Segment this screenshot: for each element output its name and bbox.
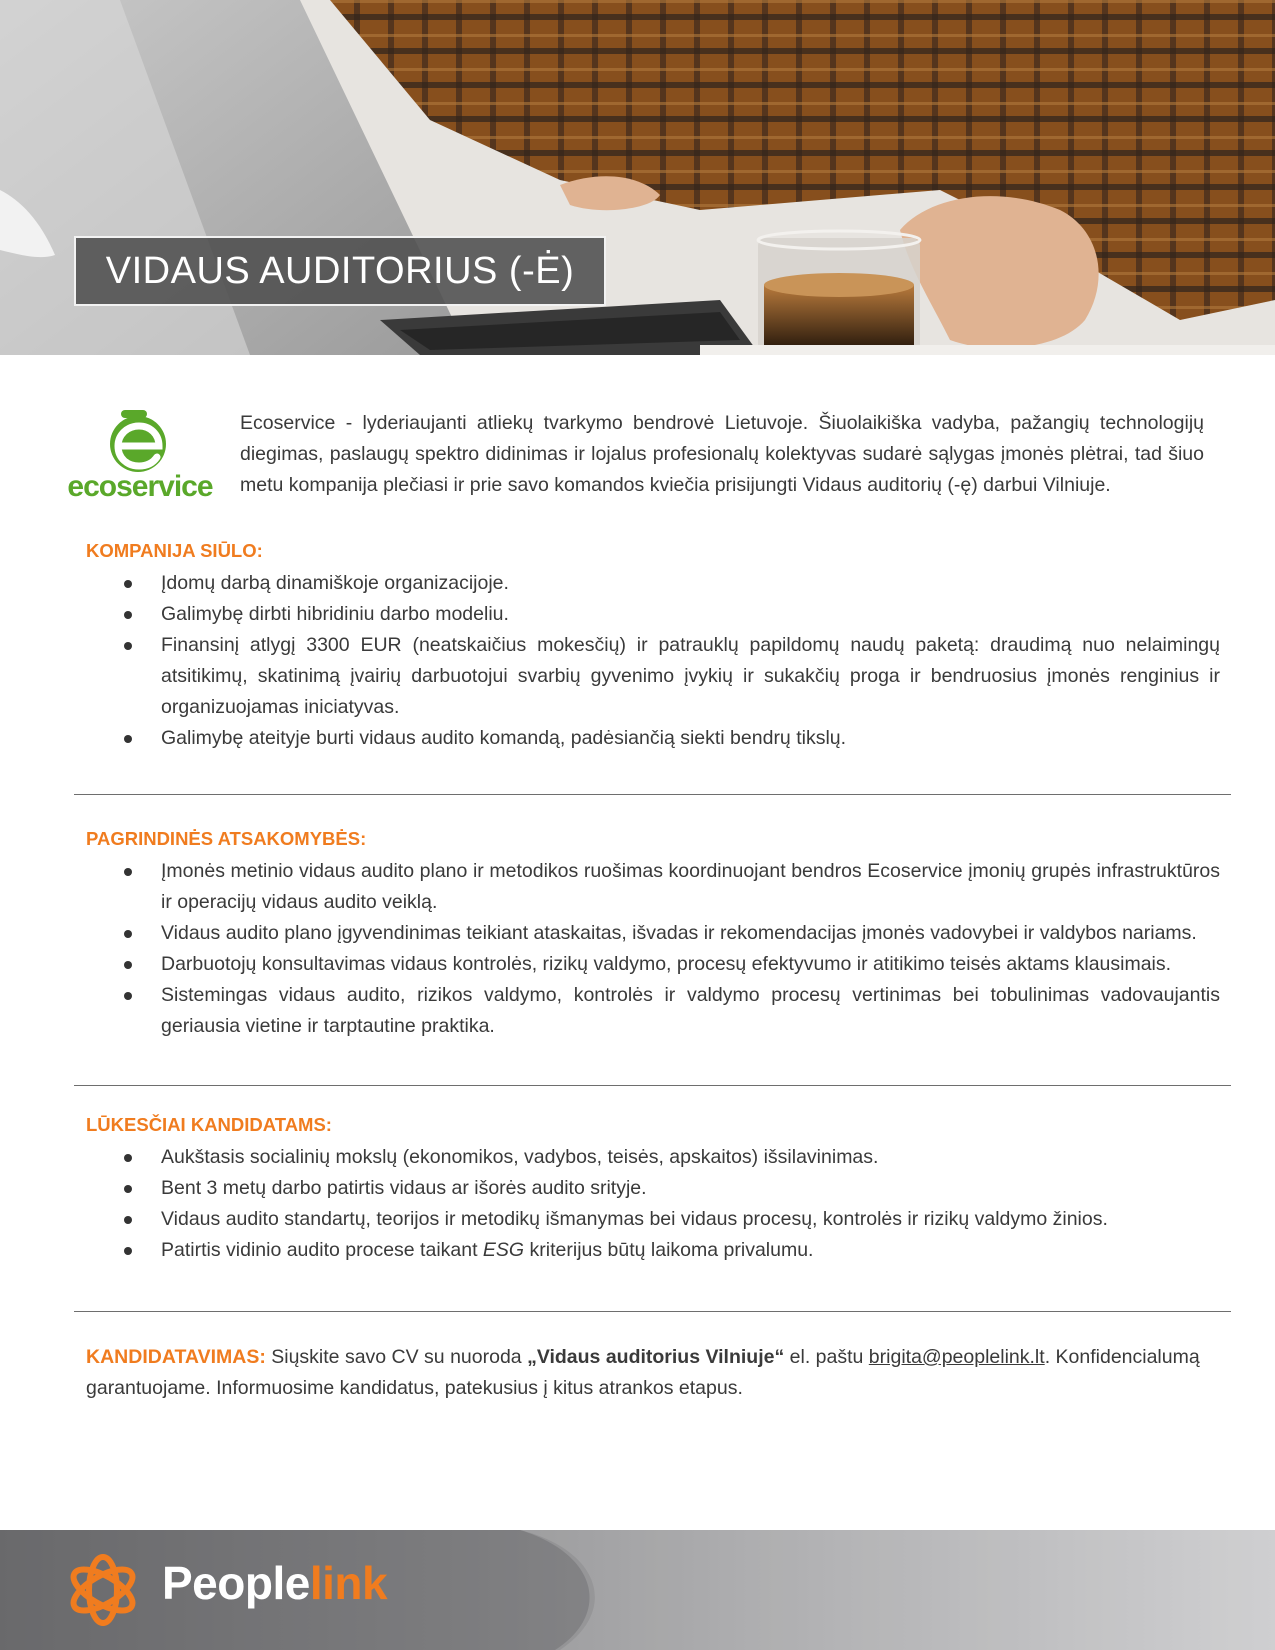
bullet-icon [124, 580, 132, 588]
list-item: Aukštasis socialinių mokslų (ekonomikos, vadybos, teisės, apskaitos) išsilavinimas. [120, 1142, 1220, 1173]
list-item: Sistemingas vidaus audito, rizikos valdymo, kontrolės ir valdymo procesų vertinimas bei tobulinimas vadovaujantis geriausia vietine ir tarptautine praktika. [120, 980, 1220, 1042]
job-title: VIDAUS AUDITORIUS (-Ė) [105, 249, 575, 292]
offers-heading: KOMPANIJA SIŪLO: [86, 540, 263, 561]
offers-list [120, 568, 1220, 754]
list-item: Finansinį atlygį 3300 EUR (neatskaičius mokesčių) ir patrauklų papildomų naudų paketą: draudimą nuo nelaimingų atsitikimų, skatinimą įvairių darbuotojui svarbių gyvenimo įvykių ir sukakčių proga ir bendruosius įmonės renginius ir organizuojamas iniciatyvas. [120, 630, 1220, 723]
peoplelink-logo-text: Peoplelink [162, 1557, 388, 1609]
expectations-heading: LŪKESČIAI KANDIDATAMS: [86, 1114, 332, 1135]
bullet-icon [124, 735, 132, 743]
expectations-list [120, 1142, 1220, 1266]
ecoservice-logo-text: ecoservice [67, 470, 213, 503]
job-title-box [74, 236, 606, 306]
list-item: Įmonės metinio vidaus audito plano ir metodikos ruošimas koordinuojant bendros Ecoservice įmonių grupės infrastruktūros ir operacijų vidaus audito veiklą. [120, 856, 1220, 918]
responsibilities-heading: PAGRINDINĖS ATSAKOMYBĖS: [86, 828, 367, 849]
application-label: KANDIDATAVIMAS: [86, 1346, 266, 1368]
responsibilities-list [120, 856, 1220, 1042]
section-divider [74, 1085, 1231, 1086]
list-item: Galimybę dirbti hibridiniu darbo modeliu. [120, 599, 1220, 630]
bullet-icon [124, 961, 132, 969]
list-item: Įdomų darbą dinamiškoje organizacijoje. [120, 568, 1220, 599]
list-item: Galimybę ateityje burti vidaus audito komandą, padėsiančią siekti bendrų tikslų. [120, 723, 1220, 754]
bullet-icon [124, 868, 132, 876]
ecoservice-logo [55, 410, 225, 505]
section-divider [74, 794, 1231, 795]
email-link[interactable]: brigita@peoplelink.lt [868, 1346, 1045, 1368]
bullet-icon [124, 611, 132, 619]
bullet-icon [124, 1247, 132, 1255]
application-paragraph: KANDIDATAVIMAS: Siųskite savo CV su nuoroda „Vidaus auditorius Vilniuje“ el. paštu brigita@peoplelink.lt. Konfidencialumą garantuojame. Informuosime kandidatus, patekusius į kitus atrankos etapus. [86, 1346, 1200, 1399]
bullet-icon [124, 642, 132, 650]
peoplelink-logo-icon [68, 1552, 138, 1628]
section-divider [74, 1311, 1231, 1312]
bullet-icon [124, 1216, 132, 1224]
bullet-icon [124, 1154, 132, 1162]
hero-banner [0, 0, 1275, 355]
list-item: Vidaus audito plano įgyvendinimas teikiant ataskaitas, išvadas ir rekomendacijas įmonės vadovybei ir valdybos nariams. [120, 918, 1220, 949]
application-reference: „Vidaus auditorius Vilniuje“ [527, 1346, 785, 1368]
list-item: Vidaus audito standartų, teorijos ir metodikų išmanymas bei vidaus procesų, kontrolės ir rizikų valdymo žinios. [120, 1204, 1220, 1235]
list-item: Patirtis vidinio audito procese taikant ESG kriterijus būtų laikoma privalumu. [120, 1235, 1220, 1266]
bullet-icon [124, 930, 132, 938]
bullet-icon [124, 1185, 132, 1193]
list-item: Bent 3 metų darbo patirtis vidaus ar išorės audito srityje. [120, 1173, 1220, 1204]
bullet-icon [124, 992, 132, 1000]
footer-banner [0, 1530, 1275, 1650]
company-description: Ecoservice - lyderiaujanti atliekų tvarkymo bendrovė Lietuvoje. Šiuolaikiška vadyba, pažangių technologijų diegimas, paslaugų spektro didinimas ir lojalus profesionalų kolektyvas sudarė sąlygas įmonės plėtrai, tad šiuo metu kompanija plečiasi ir prie savo komandos kviečia prisijungti Vidaus auditorių (-ę) darbui Vilniuje. [240, 412, 1204, 496]
list-item: Darbuotojų konsultavimas vidaus kontrolės, rizikų valdymo, procesų efektyvumo ir atitikimo teisės aktams klausimais. [120, 949, 1220, 980]
